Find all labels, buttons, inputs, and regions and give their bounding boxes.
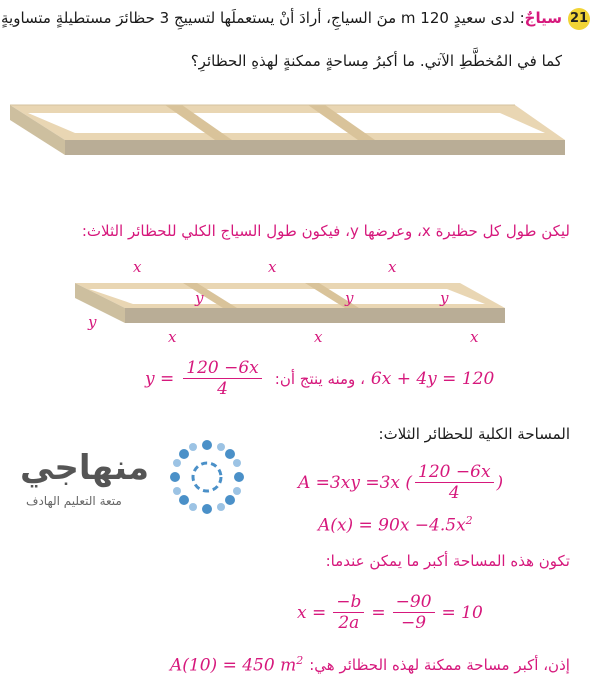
equation-area xyxy=(298,462,503,503)
eq1-connector: ، ومنه ينتج أن: xyxy=(274,369,365,388)
label-y-2: y xyxy=(345,289,354,307)
conclusion-text: إذن، أكبر مساحة ممكنة لهذه الحظائر هي: xyxy=(309,655,570,674)
eq2-fraction xyxy=(415,462,494,503)
pens-diagram-top xyxy=(10,95,600,165)
eq4-num1: −b xyxy=(333,592,364,613)
pens-diagram-labeled xyxy=(75,278,515,328)
max-heading: تكون هذه المساحة أكبر ما يمكن عندما: xyxy=(325,552,570,570)
eq3-exponent: 2 xyxy=(465,514,473,527)
solution-intro: ليكن طول كل حظيرة x، وعرضها y، فيكون طول السياج الكلي للحظائر الثلاث: xyxy=(81,222,570,240)
label-y-4: y xyxy=(88,313,97,331)
equation-vertex xyxy=(297,592,483,633)
eq1-denominator: 4 xyxy=(217,379,228,399)
eq3-lhs: A(x) = 90x −4.5x xyxy=(318,515,466,536)
problem-number-badge: 21 xyxy=(568,8,590,30)
equation-perimeter xyxy=(145,358,494,399)
manhaji-logo-tagline: متعة التعليم الهادف xyxy=(26,494,122,508)
problem-line-2: كما في المُخطَّطِ الآتي. ما أكبرُ مِساحةٍ ممكنةٍ لهذهِ الحظائرِ؟ xyxy=(190,52,562,70)
eq4-fraction-1 xyxy=(333,592,364,633)
label-x-bottom-3: x xyxy=(470,328,479,346)
label-x-bottom-1: x xyxy=(168,328,177,346)
conclusion-math: A(10) = 450 $m^2$ xyxy=(170,654,304,676)
eq2-denominator: 4 xyxy=(448,483,460,503)
conclusion xyxy=(170,654,570,676)
eq2-numerator: 120 −6x xyxy=(415,462,494,483)
eq1-lhs: y = xyxy=(145,368,175,389)
eq4-result: = 10 xyxy=(441,602,483,623)
eq4-fraction-2 xyxy=(393,592,435,633)
eq4-den1: 2a xyxy=(338,613,360,633)
eq2-close: ) xyxy=(496,472,504,493)
area-heading: المساحة الكلية للحظائر الثلاث: xyxy=(378,425,570,443)
eq4-den2: −9 xyxy=(401,613,427,633)
label-y-3: y xyxy=(440,289,449,307)
eq1-numerator: 120 −6x xyxy=(183,358,262,379)
equation-area-expanded xyxy=(318,514,473,536)
eq4-equals: = xyxy=(371,602,386,623)
manhaji-logo-icon xyxy=(166,436,248,518)
problem-statement-1: : لدى سعيدٍ 120 m منَ السياجِ، أرادَ أنْ يستعملَها لتسييجِ 3 حظائرَ مستطيلةٍ متساويةٍ xyxy=(0,9,525,27)
label-x-top-1: x xyxy=(133,258,142,276)
label-x-bottom-2: x xyxy=(314,328,323,346)
conclusion-exponent: 2 xyxy=(296,654,304,667)
label-x-top-3: x xyxy=(388,258,397,276)
eq1-rhs: 6x + 4y = 120 xyxy=(370,368,495,389)
eq2-lhs: A =3xy =3x ( xyxy=(298,472,413,493)
eq4-num2: −90 xyxy=(393,592,435,613)
label-x-top-2: x xyxy=(268,258,277,276)
problem-line-1 xyxy=(1,9,562,27)
manhaji-logo-name: منهاجي xyxy=(20,448,150,488)
label-y-1: y xyxy=(195,289,204,307)
problem-title: سياجٌ xyxy=(524,9,562,27)
eq4-lhs: x = xyxy=(297,602,327,623)
eq1-fraction xyxy=(183,358,262,399)
